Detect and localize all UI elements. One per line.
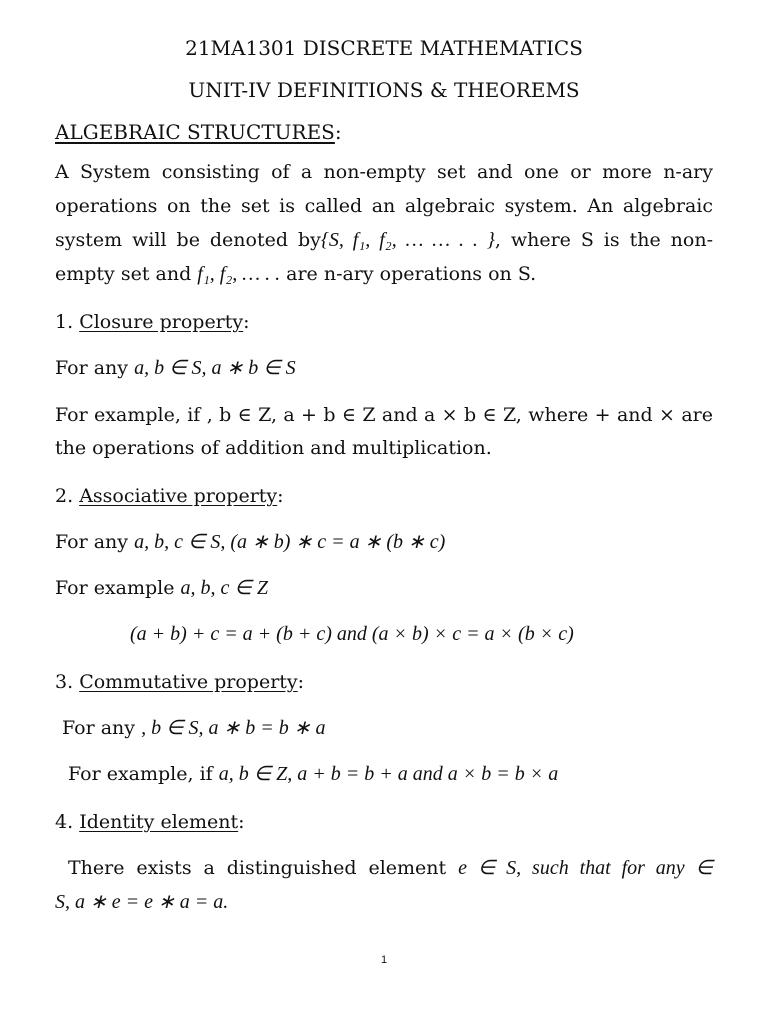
intro-line-4-math: f₁, f₂, … . . [197,263,281,285]
associative-example [55,576,268,600]
closure-example-line-2: the operations of addition and multiplication. [55,437,492,459]
definition-text: There exists a distinguished element [68,857,447,879]
property-name: Associative property [79,485,278,507]
property-name: Closure property [79,311,244,333]
intro-line-4-a: empty set and [55,263,192,285]
example-math: a, b ∈ Z, a + b = b + a and a × b = b × a [218,763,559,785]
property-colon: : [277,485,284,507]
property-heading-commutative [55,670,304,694]
intro-line-3 [55,228,713,252]
intro-line-3-a: system will be denoted by [55,229,321,251]
property-number: 4. [55,811,74,833]
closure-definition [55,356,296,380]
intro-line-2: operations on the set is called an algebraic system. An algebraic [55,195,713,217]
property-number: 3. [55,671,74,693]
definition-math: e ∈ S [458,857,517,879]
definition-prefix: For any [55,531,129,553]
definition-math: a, b, c ∈ S, (a ∗ b) ∗ c = a ∗ (b ∗ c) [134,531,446,553]
definition-prefix: For any [62,717,136,739]
property-heading-identity [55,810,245,834]
property-colon: : [238,811,245,833]
property-heading-closure [55,310,250,334]
property-colon: : [297,671,305,693]
property-number: 2. [55,485,74,507]
definition-math: S, a ∗ e = e ∗ a = a. [55,891,229,913]
section-heading [55,120,342,144]
definition-math: a, b ∈ S, a ∗ b ∈ S [134,357,296,379]
intro-line-3-b: , where S is the non- [494,229,713,251]
definition-math: , b ∈ S, a ∗ b = b ∗ a [141,717,326,739]
section-heading-text: ALGEBRAIC STRUCTURES [55,120,335,144]
property-heading-associative [55,484,284,508]
identity-definition-line-2 [55,890,228,914]
property-name: Commutative property [79,671,298,693]
course-title: 21MA1301 DISCRETE MATHEMATICS [185,36,583,60]
intro-line-3-math: {S, f₁, f₂, … … . . } [320,229,495,251]
property-name: Identity element [79,811,239,833]
associative-display-equation [130,622,574,646]
definition-text-b: , such that for any ∈ [516,857,713,879]
example-math: a, b, c ∈ Z [180,577,268,599]
identity-definition-line-1 [68,856,713,880]
definition-prefix: For any [55,357,129,379]
example-prefix: For example [55,577,175,599]
closure-example-line-1: For example, if , b ∈ Z, a + b ∈ Z and a × b ∈ Z, where + and × are [55,404,713,426]
intro-line-1: A System consisting of a non-empty set and one or more n-ary [55,161,713,183]
property-colon: : [243,311,250,333]
unit-title: UNIT-IV DEFINITIONS & THEOREMS [188,78,580,102]
commutative-definition [62,716,326,740]
display-equation: (a + b) + c = a + (b + c) and (a × b) × c = a × (b × c) [130,623,574,645]
example-prefix: For example, if [68,763,213,785]
associative-definition [55,530,445,554]
page-number: 1 [380,954,388,966]
property-number: 1. [55,311,74,333]
commutative-example [68,762,558,786]
intro-line-4 [55,262,536,286]
section-heading-colon: : [334,120,342,144]
intro-line-4-b: are n-ary operations on S. [280,263,537,285]
